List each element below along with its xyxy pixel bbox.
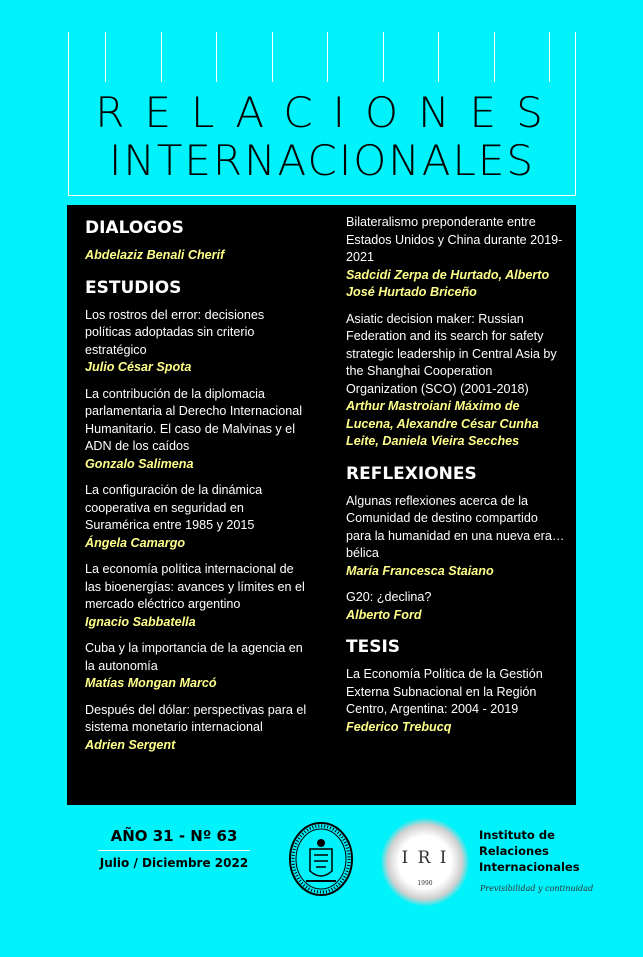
institute-motto: Previsibilidad y continuidad bbox=[480, 884, 594, 893]
section-heading-reflexiones: REFLEXIONES bbox=[346, 463, 477, 484]
entry-author: Gonzalo Salimena bbox=[85, 456, 194, 471]
entry-title: Algunas reflexiones acerca de la Comunidad de destino compartido para la humanidad en una nueva era…bélica bbox=[346, 493, 565, 560]
decor-line bbox=[549, 32, 550, 82]
entry-title: Asiatic decision maker: Russian Federation and its search for safety strategic leadership in Central Asia by the Shanghai Cooperation Organization (SCO) (2001-2018) bbox=[346, 311, 557, 396]
entry-author: Ignacio Sabbatella bbox=[85, 614, 196, 629]
entry-title: G20: ¿declina? bbox=[346, 590, 432, 604]
entry-title: Cuba y la importancia de la agencia en la autonomía bbox=[85, 641, 303, 673]
decor-line bbox=[68, 32, 69, 82]
toc-entry bbox=[85, 640, 307, 693]
toc-entry bbox=[346, 666, 566, 736]
entry-author: Arthur Mastroiani Máximo de Lucena, Alexandre César Cunha Leite, Daniela Vieira Secches bbox=[346, 399, 539, 448]
entry-author: Matías Mongan Marcó bbox=[85, 676, 217, 690]
entry-author: Federico Trebucq bbox=[346, 719, 452, 734]
section-heading-estudios: ESTUDIOS bbox=[85, 277, 182, 298]
entry-title: La economía política internacional de las bioenergías: avances y límites en el mercado eléctrico argentino bbox=[85, 562, 305, 611]
iri-logo-text: I R I bbox=[401, 848, 449, 868]
entry-title: La contribución de la diplomacia parlamentaria al Derecho Internacional Humanitario. El caso de Malvinas y el ADN de los caídos bbox=[85, 386, 303, 453]
institute-line: Relaciones bbox=[479, 844, 549, 858]
entry-title: La Economía Política de la Gestión Externa Subnacional en la Región Centro, Argentina: 2004 - 2019 bbox=[346, 667, 543, 716]
toc-entry bbox=[85, 247, 307, 265]
entry-title: Después del dólar: perspectivas para el sistema monetario internacional bbox=[85, 702, 307, 734]
decor-line bbox=[216, 32, 217, 82]
issue-divider bbox=[98, 850, 250, 851]
decor-line bbox=[575, 32, 576, 82]
decor-line bbox=[438, 32, 439, 82]
entry-author: María Francesca Staiano bbox=[346, 563, 494, 578]
decor-line bbox=[161, 32, 162, 82]
entry-title: Los rostros del error: decisiones políticas adoptadas sin criterio estratégico bbox=[85, 307, 265, 357]
entry-author: Julio César Spota bbox=[85, 360, 192, 374]
toc-entry bbox=[346, 589, 566, 624]
left-column bbox=[85, 217, 307, 763]
toc-entry bbox=[85, 307, 307, 377]
toc-entry bbox=[346, 493, 566, 581]
institute-name bbox=[479, 827, 589, 875]
toc-entry bbox=[85, 386, 307, 474]
section-heading-tesis: TESIS bbox=[346, 637, 401, 657]
journal-title-line2: INTERNACIONALES bbox=[108, 136, 536, 185]
decor-line bbox=[272, 32, 273, 82]
entry-author: Sadcidi Zerpa de Hurtado, Alberto José Hurtado Briceño bbox=[346, 267, 550, 299]
decor-line bbox=[327, 32, 328, 82]
decor-line bbox=[105, 32, 106, 82]
right-column bbox=[346, 214, 566, 745]
toc-entry bbox=[346, 214, 566, 302]
toc-entry bbox=[85, 561, 307, 631]
entry-author: Abdelaziz Benali Cherif bbox=[85, 248, 225, 262]
iri-logo-year: 1990 bbox=[417, 880, 433, 887]
decor-line bbox=[494, 32, 495, 82]
toc-entry bbox=[346, 311, 566, 451]
entry-author: Ángela Camargo bbox=[85, 535, 186, 550]
entry-title: La configuración de la dinámica cooperativa en seguridad en Suramérica entre 1985 y 2015 bbox=[85, 483, 263, 532]
issue-date: Julio / Diciembre 2022 bbox=[99, 856, 249, 870]
journal-title-line1: RELACIONES bbox=[95, 88, 563, 137]
title-box bbox=[68, 82, 576, 196]
decor-line bbox=[383, 32, 384, 82]
section-heading-dialogos: DIALOGOS bbox=[85, 218, 184, 238]
contents-panel bbox=[67, 205, 576, 805]
institute-line: Internacionales bbox=[479, 860, 580, 874]
issue-number: AÑO 31 - Nº 63 bbox=[110, 827, 238, 845]
toc-entry bbox=[85, 482, 307, 552]
entry-title: Bilateralismo preponderante entre Estados Unidos y China durante 2019-2021 bbox=[346, 215, 563, 264]
issue-info bbox=[98, 826, 250, 871]
iri-logo bbox=[381, 818, 469, 906]
entry-author: Adrien Sergent bbox=[85, 737, 176, 752]
institute-line: Instituto de bbox=[479, 828, 555, 842]
toc-entry bbox=[85, 702, 307, 755]
entry-author: Alberto Ford bbox=[346, 607, 422, 622]
university-seal-icon bbox=[288, 821, 354, 897]
